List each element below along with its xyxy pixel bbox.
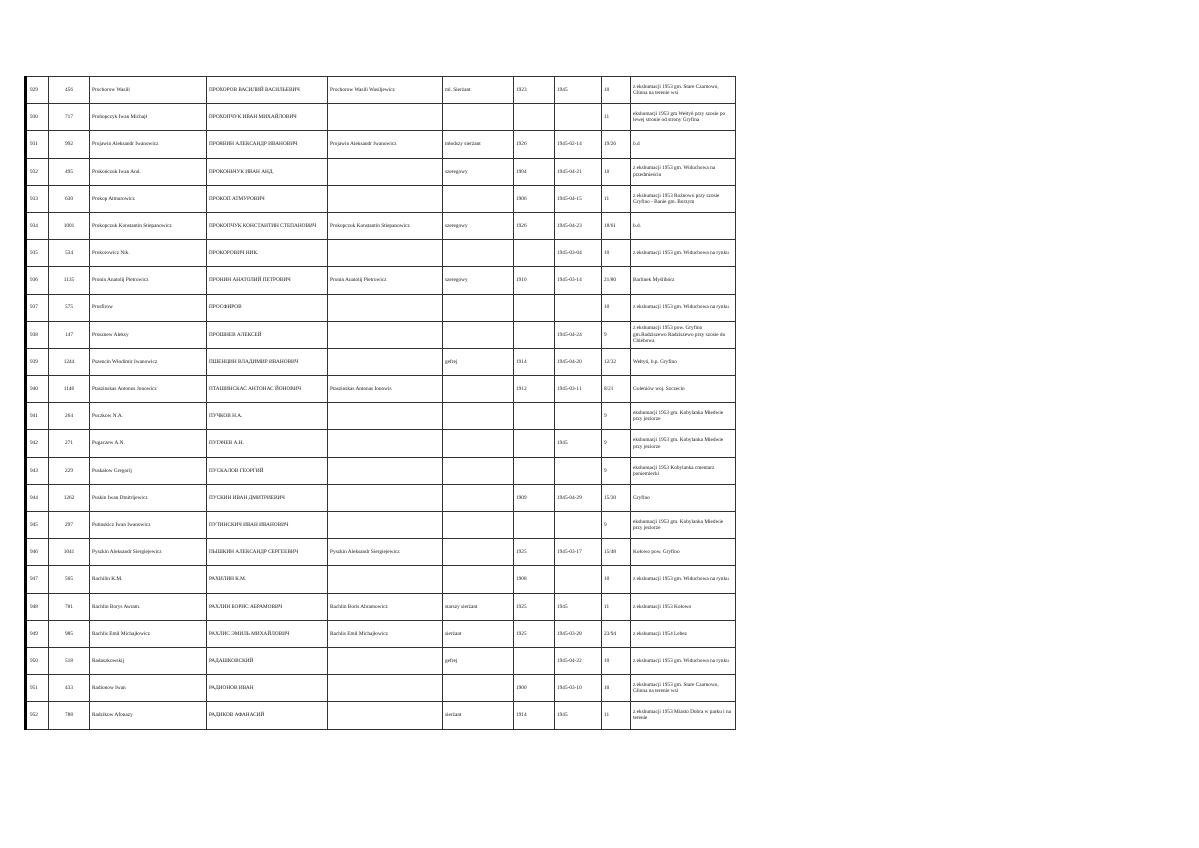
name-russian-cell: ПРОСФИРОВ [207, 294, 328, 321]
name-russian-cell: ПШЕНЦИН ВЛАДИМИР ИВАНОВИЧ [207, 348, 328, 375]
record-id-cell: 575 [49, 294, 90, 321]
burial-note-cell: z ekshumacji 1953 gm. Widuchowa na przedmieściu [631, 158, 736, 185]
row-number-cell: 948 [26, 593, 49, 620]
record-id-cell: 565 [49, 566, 90, 593]
table-row [26, 539, 736, 566]
name-polish-cell: Radionow Iwan [90, 675, 207, 702]
record-id-cell: 271 [49, 430, 90, 457]
table-row [26, 267, 736, 294]
rank-cell [443, 512, 514, 539]
record-id-cell: 781 [49, 593, 90, 620]
row-number-cell: 937 [26, 294, 49, 321]
table-row [26, 512, 736, 539]
grave-quarter-cell: 10 [602, 158, 631, 185]
table-row [26, 403, 736, 430]
record-id-cell: 229 [49, 457, 90, 484]
grave-quarter-cell: 9 [602, 403, 631, 430]
table-row [26, 104, 736, 131]
burial-note-cell: z ekshumacji 1953 pow. Gryfino gm.Radziszewo Radziszewo przy szosie do Chlebowa [631, 321, 736, 348]
birth-year-cell: 1900 [514, 675, 555, 702]
rank-cell: szeregowy [443, 212, 514, 239]
full-name-polish-cell [328, 294, 443, 321]
full-name-polish-cell [328, 185, 443, 212]
record-id-cell: 630 [49, 185, 90, 212]
row-number-cell: 941 [26, 403, 49, 430]
death-date-cell [555, 566, 602, 593]
name-polish-cell: Prosfirow [90, 294, 207, 321]
grave-quarter-cell: 12/32 [602, 348, 631, 375]
rank-cell: młodszy sierżant [443, 131, 514, 158]
row-number-cell: 939 [26, 348, 49, 375]
row-number-cell: 949 [26, 620, 49, 647]
burial-note-cell: Kołowo pow. Gryfino [631, 539, 736, 566]
record-id-cell: 456 [49, 77, 90, 104]
rank-cell [443, 240, 514, 267]
rank-cell [443, 321, 514, 348]
row-number-cell: 945 [26, 512, 49, 539]
name-russian-cell: ПУГАЧЕВ А.Н. [207, 430, 328, 457]
burial-note-cell: z ekshumacji 1953 gm. Widuchowa na rynku [631, 647, 736, 674]
death-date-cell: 1945-03-28 [555, 620, 602, 647]
birth-year-cell: 1904 [514, 158, 555, 185]
birth-year-cell [514, 430, 555, 457]
grave-quarter-cell: 9 [602, 430, 631, 457]
grave-quarter-cell: 11 [602, 104, 631, 131]
full-name-polish-cell [328, 348, 443, 375]
row-number-cell: 943 [26, 457, 49, 484]
name-polish-cell: Prokończuk Iwan And. [90, 158, 207, 185]
name-polish-cell: Pronin Anatolij Pietrowicz [90, 267, 207, 294]
grave-quarter-cell: 18/61 [602, 212, 631, 239]
rank-cell [443, 539, 514, 566]
name-polish-cell: Prosznew Aleksy [90, 321, 207, 348]
rank-cell [443, 104, 514, 131]
birth-year-cell [514, 104, 555, 131]
grave-quarter-cell: 21/80 [602, 267, 631, 294]
burial-note-cell: z ekshumacji 1953 gm. Stare Czarnowo, Glinna na terenie wsi [631, 675, 736, 702]
name-polish-cell: Rachlis Emil Michajłowicz [90, 620, 207, 647]
row-number-cell: 944 [26, 484, 49, 511]
death-date-cell [555, 403, 602, 430]
birth-year-cell: 1925 [514, 620, 555, 647]
record-id-cell: 992 [49, 131, 90, 158]
death-date-cell: 1945-03-14 [555, 267, 602, 294]
death-date-cell: 1945-04-23 [555, 212, 602, 239]
name-russian-cell: ПРОКОРОВИЧ НИК. [207, 240, 328, 267]
birth-year-cell: 1914 [514, 348, 555, 375]
row-number-cell: 933 [26, 185, 49, 212]
name-russian-cell: ПУСКИН ИВАН ДМИТРИЕВИЧ [207, 484, 328, 511]
name-polish-cell: Rachlin Borys Awram. [90, 593, 207, 620]
name-polish-cell: Prokorowicz Nik. [90, 240, 207, 267]
burial-note-cell: Wełtyń, b.p. Gryfino [631, 348, 736, 375]
row-number-cell: 929 [26, 77, 49, 104]
grave-quarter-cell: 9 [602, 512, 631, 539]
record-id-cell: 495 [49, 158, 90, 185]
name-russian-cell: ПУСКАЛОВ ГЕОРГИЙ [207, 457, 328, 484]
table-row [26, 675, 736, 702]
death-date-cell [555, 104, 602, 131]
name-russian-cell: РАХИЛИН К.М. [207, 566, 328, 593]
name-russian-cell: ПРОХОПЧУК ИВАН МИХАЙЛОВИЧ [207, 104, 328, 131]
table-row [26, 647, 736, 674]
death-date-cell: 1945 [555, 593, 602, 620]
grave-quarter-cell: 10 [602, 240, 631, 267]
burial-note-cell: ekshumacji 1953 gm. Kobylanka Miedwie przy jeziorze [631, 403, 736, 430]
name-russian-cell: ПРОХОРОВ ВАСИЛИЙ ВАСИЛЬЕВИЧ [207, 77, 328, 104]
record-id-cell: 1135 [49, 267, 90, 294]
full-name-polish-cell [328, 647, 443, 674]
name-polish-cell: Pszencin Włodimir Iwanowicz [90, 348, 207, 375]
full-name-polish-cell [328, 240, 443, 267]
rank-cell [443, 185, 514, 212]
record-id-cell: 297 [49, 512, 90, 539]
burial-note-cell: z ekshumacji 1953 gm. Stare Czarnowo, Glinna na terenie wsi [631, 77, 736, 104]
name-russian-cell: РАДИКОВ АФАНАСИЙ [207, 702, 328, 729]
death-date-cell: 1945-04-21 [555, 158, 602, 185]
death-date-cell: 1945-03-11 [555, 376, 602, 403]
full-name-polish-cell: Pronin Anatolij Pietrowicz [328, 267, 443, 294]
name-polish-cell: Pugaczew A.N. [90, 430, 207, 457]
death-date-cell [555, 512, 602, 539]
row-number-cell: 952 [26, 702, 49, 729]
name-russian-cell: ПРОШНЕВ АЛЕКСЕЙ [207, 321, 328, 348]
table-row [26, 702, 736, 729]
name-polish-cell: Puskałow Gregorij [90, 457, 207, 484]
rank-cell: sierżant [443, 702, 514, 729]
birth-year-cell: 1914 [514, 702, 555, 729]
grave-quarter-cell: 10 [602, 77, 631, 104]
birth-year-cell: 1909 [514, 484, 555, 511]
register-body [26, 77, 736, 730]
row-number-cell: 942 [26, 430, 49, 457]
birth-year-cell [514, 512, 555, 539]
name-russian-cell: РАДАШКОВСКИЙ [207, 647, 328, 674]
rank-cell [443, 376, 514, 403]
death-date-cell: 1945-02-14 [555, 131, 602, 158]
row-number-cell: 940 [26, 376, 49, 403]
full-name-polish-cell: Prochorow Wasili Wasiljewicz [328, 77, 443, 104]
death-date-cell: 1945-04-24 [555, 321, 602, 348]
birth-year-cell [514, 240, 555, 267]
record-id-cell: 534 [49, 240, 90, 267]
full-name-polish-cell: Rachlis Emil Michajłowicz [328, 620, 443, 647]
birth-year-cell [514, 457, 555, 484]
name-russian-cell: ПУТИНСКИЧ ИВАН ИВАНОВИЧ [207, 512, 328, 539]
name-polish-cell: Rachilin K.M. [90, 566, 207, 593]
record-id-cell: 717 [49, 104, 90, 131]
table-row [26, 240, 736, 267]
rank-cell [443, 403, 514, 430]
rank-cell: gefrej [443, 348, 514, 375]
rank-cell: ml. Sierżant [443, 77, 514, 104]
full-name-polish-cell: Pyszkin Aleksandr Siergiejewicz [328, 539, 443, 566]
full-name-polish-cell [328, 457, 443, 484]
burial-register-sheet [24, 76, 736, 730]
rank-cell: szeregowy [443, 158, 514, 185]
burial-note-cell: b.d. [631, 212, 736, 239]
death-date-cell: 1945-04-29 [555, 484, 602, 511]
rank-cell [443, 566, 514, 593]
table-row [26, 294, 736, 321]
full-name-polish-cell [328, 321, 443, 348]
grave-quarter-cell: 11 [602, 185, 631, 212]
name-russian-cell: ПТАШИНСКАС АНТОНАС ЙОНОВИЧ [207, 376, 328, 403]
name-polish-cell: Prochorow Wasili [90, 77, 207, 104]
row-number-cell: 932 [26, 158, 49, 185]
full-name-polish-cell [328, 484, 443, 511]
record-id-cell: 433 [49, 675, 90, 702]
name-polish-cell: Putinskicz Iwan Iwanowicz [90, 512, 207, 539]
burial-note-cell: b.d [631, 131, 736, 158]
row-number-cell: 947 [26, 566, 49, 593]
full-name-polish-cell [328, 158, 443, 185]
record-id-cell: 264 [49, 403, 90, 430]
grave-quarter-cell: 10 [602, 566, 631, 593]
burial-note-cell: ekshumacji 1953 Kobylanka cmentarz poniemiecki [631, 457, 736, 484]
full-name-polish-cell: Rachlin Boris Abramowicz [328, 593, 443, 620]
rank-cell: szeregowy [443, 267, 514, 294]
name-polish-cell: Prohopczyk Iwan Michajł [90, 104, 207, 131]
grave-quarter-cell: 23/94 [602, 620, 631, 647]
record-id-cell: 1146 [49, 376, 90, 403]
death-date-cell [555, 457, 602, 484]
table-row [26, 620, 736, 647]
row-number-cell: 950 [26, 647, 49, 674]
death-date-cell: 1945-03-04 [555, 240, 602, 267]
grave-quarter-cell: 15/30 [602, 484, 631, 511]
birth-year-cell [514, 294, 555, 321]
name-polish-cell: Radaszkowskij [90, 647, 207, 674]
grave-quarter-cell: 10 [602, 675, 631, 702]
rank-cell [443, 675, 514, 702]
burial-note-cell: Gryfino [631, 484, 736, 511]
name-russian-cell: РАХЛИС ЭМИЛЬ МИХАЙЛОВИЧ [207, 620, 328, 647]
grave-quarter-cell: 10 [602, 647, 631, 674]
birth-year-cell: 1923 [514, 77, 555, 104]
birth-year-cell: 1908 [514, 566, 555, 593]
full-name-polish-cell: Ptaszinskas Antonas Ionowis [328, 376, 443, 403]
table-row [26, 484, 736, 511]
birth-year-cell: 1926 [514, 212, 555, 239]
death-date-cell: 1945 [555, 430, 602, 457]
birth-year-cell: 1906 [514, 185, 555, 212]
name-russian-cell: ПЫШКИН АЛЕКСАНДР СЕРГЕЕВИЧ [207, 539, 328, 566]
name-polish-cell: Prokopczuk Konstantin Stiepanowicz [90, 212, 207, 239]
name-russian-cell: ПРОКОП АТМУРОВИЧ [207, 185, 328, 212]
burial-note-cell: ekshumacji 1953 gm. Kobylanka Miedwie przy jeziorze [631, 430, 736, 457]
name-polish-cell: Puczkow N.A. [90, 403, 207, 430]
rank-cell [443, 457, 514, 484]
name-russian-cell: РАХЛИН БОРИС АБРАМОВИЧ [207, 593, 328, 620]
row-number-cell: 946 [26, 539, 49, 566]
name-polish-cell: Radzikow Afonazy [90, 702, 207, 729]
death-date-cell: 1945-04-22 [555, 647, 602, 674]
full-name-polish-cell: Projawin Aleksandr Iwanowicz [328, 131, 443, 158]
row-number-cell: 951 [26, 675, 49, 702]
birth-year-cell: 1926 [514, 131, 555, 158]
rank-cell [443, 430, 514, 457]
birth-year-cell: 1925 [514, 593, 555, 620]
grave-quarter-cell: 19/26 [602, 131, 631, 158]
death-date-cell: 1945-04-20 [555, 348, 602, 375]
death-date-cell: 1945-04-15 [555, 185, 602, 212]
death-date-cell: 1945-03-10 [555, 675, 602, 702]
table-row [26, 212, 736, 239]
grave-quarter-cell: 15/48 [602, 539, 631, 566]
burial-note-cell: z ekshumacji 1953 gm. Widuchowa na rynku [631, 294, 736, 321]
row-number-cell: 931 [26, 131, 49, 158]
table-row [26, 376, 736, 403]
birth-year-cell [514, 403, 555, 430]
burial-note-cell: Goleniów woj. Szczecin [631, 376, 736, 403]
rank-cell [443, 294, 514, 321]
burial-register-table [24, 76, 736, 730]
name-polish-cell: Projawin Aleksandr Iwanowicz [90, 131, 207, 158]
record-id-cell: 147 [49, 321, 90, 348]
rank-cell: sierżant [443, 620, 514, 647]
name-russian-cell: ПРОНИН АНАТОЛИЙ ПЕТРОВИЧ [207, 267, 328, 294]
grave-quarter-cell: 11 [602, 593, 631, 620]
table-row [26, 185, 736, 212]
grave-quarter-cell: 10 [602, 294, 631, 321]
birth-year-cell: 1910 [514, 267, 555, 294]
name-russian-cell: ПРОКОПЧУК КОНСТАНТИН СТЕПАНОВИЧ [207, 212, 328, 239]
rank-cell: starszy sierżant [443, 593, 514, 620]
table-row [26, 158, 736, 185]
table-row [26, 457, 736, 484]
row-number-cell: 934 [26, 212, 49, 239]
table-row [26, 566, 736, 593]
record-id-cell: 985 [49, 620, 90, 647]
grave-quarter-cell: 9 [602, 321, 631, 348]
burial-note-cell: z ekshumacji 1953 Miasto Dobra w parku i na terenie [631, 702, 736, 729]
name-polish-cell: Prokop Atmurowicz [90, 185, 207, 212]
table-row [26, 77, 736, 104]
record-id-cell: 788 [49, 702, 90, 729]
full-name-polish-cell [328, 566, 443, 593]
table-row [26, 593, 736, 620]
death-date-cell [555, 294, 602, 321]
name-polish-cell: Pyszkin Aleksandr Siergiejewicz [90, 539, 207, 566]
full-name-polish-cell [328, 675, 443, 702]
row-number-cell: 938 [26, 321, 49, 348]
birth-year-cell [514, 647, 555, 674]
burial-note-cell: z ekshumacji 1953 gm. Widuchowa na rynku [631, 566, 736, 593]
name-russian-cell: ПРОЯВИН АЛЕКСАНДР ИВАНОВИЧ [207, 131, 328, 158]
table-row [26, 430, 736, 457]
full-name-polish-cell [328, 104, 443, 131]
table-row [26, 131, 736, 158]
birth-year-cell [514, 321, 555, 348]
rank-cell: gefrej [443, 647, 514, 674]
table-row [26, 321, 736, 348]
death-date-cell: 1945-03-17 [555, 539, 602, 566]
name-russian-cell: РАДИОНОВ ИВАН [207, 675, 328, 702]
birth-year-cell: 1925 [514, 539, 555, 566]
name-polish-cell: Ptaszinskas Antonos Jonowicz [90, 376, 207, 403]
name-russian-cell: ПУЧКОВ Н.А. [207, 403, 328, 430]
name-russian-cell: ПРОКОНЬЧУК ИВАН АНД. [207, 158, 328, 185]
full-name-polish-cell [328, 430, 443, 457]
burial-note-cell: Barlinek Myślibórz [631, 267, 736, 294]
grave-quarter-cell: 9 [602, 457, 631, 484]
full-name-polish-cell [328, 403, 443, 430]
death-date-cell: 1945 [555, 702, 602, 729]
name-polish-cell: Puskin Iwan Dmitrijewicz [90, 484, 207, 511]
table-row [26, 348, 736, 375]
burial-note-cell: z ekshumacji 1953 Rożnowo przy szosie Gryfino - Banie gm. Borzym [631, 185, 736, 212]
burial-note-cell: z ekshumacji 1954 Lebez [631, 620, 736, 647]
record-id-cell: 1001 [49, 212, 90, 239]
record-id-cell: 1244 [49, 348, 90, 375]
burial-note-cell: z ekshumacji 1953 Kołowo [631, 593, 736, 620]
birth-year-cell: 1912 [514, 376, 555, 403]
record-id-cell: 1262 [49, 484, 90, 511]
row-number-cell: 935 [26, 240, 49, 267]
row-number-cell: 930 [26, 104, 49, 131]
death-date-cell: 1945 [555, 77, 602, 104]
full-name-polish-cell [328, 702, 443, 729]
burial-note-cell: ekshumacji 1953 gm. Kobylanka Miedwie przy jeziorze [631, 512, 736, 539]
full-name-polish-cell [328, 512, 443, 539]
burial-note-cell: z ekshumacji 1953 gm. Widuchowa na rynku [631, 240, 736, 267]
record-id-cell: 518 [49, 647, 90, 674]
grave-quarter-cell: 11 [602, 702, 631, 729]
row-number-cell: 936 [26, 267, 49, 294]
rank-cell [443, 484, 514, 511]
grave-quarter-cell: 8/21 [602, 376, 631, 403]
record-id-cell: 1041 [49, 539, 90, 566]
full-name-polish-cell: Prokopczuk Konstantin Stiepanowicz [328, 212, 443, 239]
burial-note-cell: ekshumacji 1953 gm Wełtyń przy szosie po lewej stronie od strony Gryfina [631, 104, 736, 131]
